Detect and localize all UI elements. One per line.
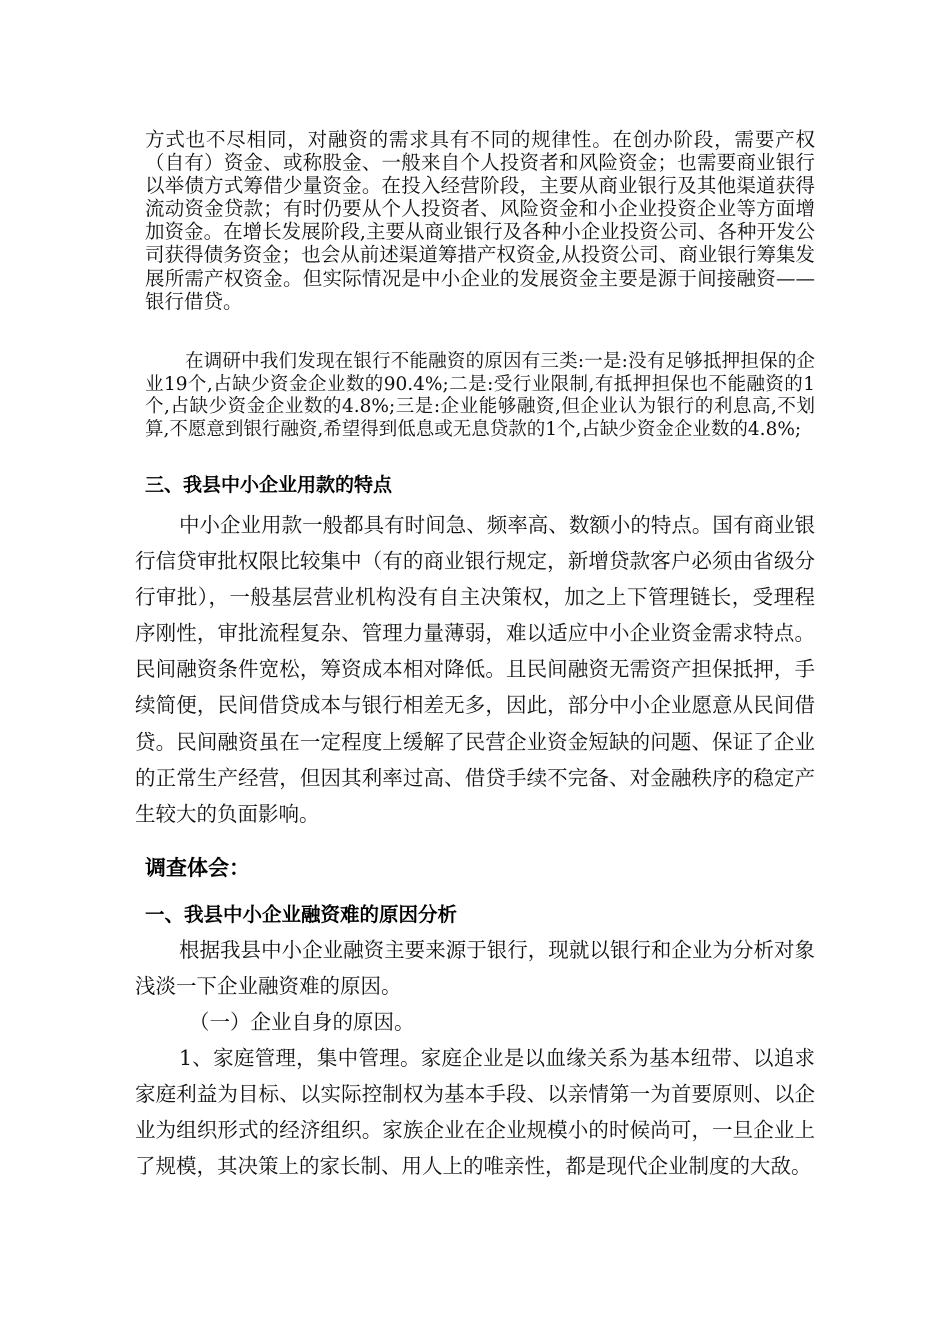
paragraph-loan-features: 中小企业用款一般都具有时间急、频率高、数额小的特点。国有商业银行信贷审批权限比较集中（有的商业银行规定，新增贷款客户必须由省级分行审批），一般基层营业机构没有自主决策权，加之上下管理链长，受理程序刚性，审批流程复杂、管理力量薄弱，难以适应中小企业资金需求特点。民间融资条件宽松，筹资成本相对降低。且民间融资无需资产担保抵押，手续简便，民间借贷成本与银行相差无多，因此，部分中小企业愿意从民间借贷。民间融资虽在一定程度上缓解了民营企业资金短缺的问题、保证了企业的正常生产经营，但因其利率过高、借贷手续不完备、对金融秩序的稳定产生较大的负面影响。 <box>135 513 815 826</box>
paragraph-family-management: 1、家庭管理，集中管理。家庭企业是以血缘关系为基本纽带、以追求家庭利益为目标、以实际控制权为基本手段、以亲情第一为首要原则、以企业为组织形式的经济组织。家族企业在企业规模小的时候尚可，一旦企业上了规模，其决策上的家长制、用人上的唯亲性，都是现代企业制度的大敌。 <box>135 1046 815 1179</box>
survey-heading: 调查体会： <box>145 856 250 880</box>
section-heading-loan-features: 三、我县中小企业用款的特点 <box>145 474 393 496</box>
paragraph-financing-stages: 方式也不尽相同，对融资的需求具有不同的规律性。在创办阶段，需要产权（自有）资金、或称股金、一般来自个人投资者和风险资金；也需要商业银行以举债方式筹借少量资金。在投入经营阶段，主要从商业银行及其他渠道获得流动资金贷款；有时仍要从个人投资者、风险资金和小企业投资企业等方面增加资金。在增长发展阶段,主要从商业银行及各种小企业投资公司、各种开发公司获得债务资金；也会从前述渠道筹措产权资金,从投资公司、商业银行筹集发展所需产权资金。但实际情况是中小企业的发展资金主要是源于间接融资——银行借贷。 <box>145 128 815 313</box>
paragraph-survey-findings: 在调研中我们发现在银行不能融资的原因有三类:一是:没有足够抵押担保的企业19个,占缺少资金企业数的90.4%;二是:受行业限制,有抵押担保也不能融资的1个,占缺少资金企业数的4.8%;三是:企业能够融资,但企业认为银行的利息高,不划算,不愿意到银行融资,希望得到低息或无息贷款的1个,占缺少资金企业数的4.8%; <box>145 351 815 440</box>
section-heading-financing-difficulty: 一、我县中小企业融资难的原因分析 <box>145 903 458 926</box>
subheading-enterprise-reasons: （一）企业自身的原因。 <box>189 1010 415 1034</box>
paragraph-analysis-intro: 根据我县中小企业融资主要来源于银行，现就以银行和企业为分析对象浅淡一下企业融资难的原因。 <box>135 938 815 999</box>
